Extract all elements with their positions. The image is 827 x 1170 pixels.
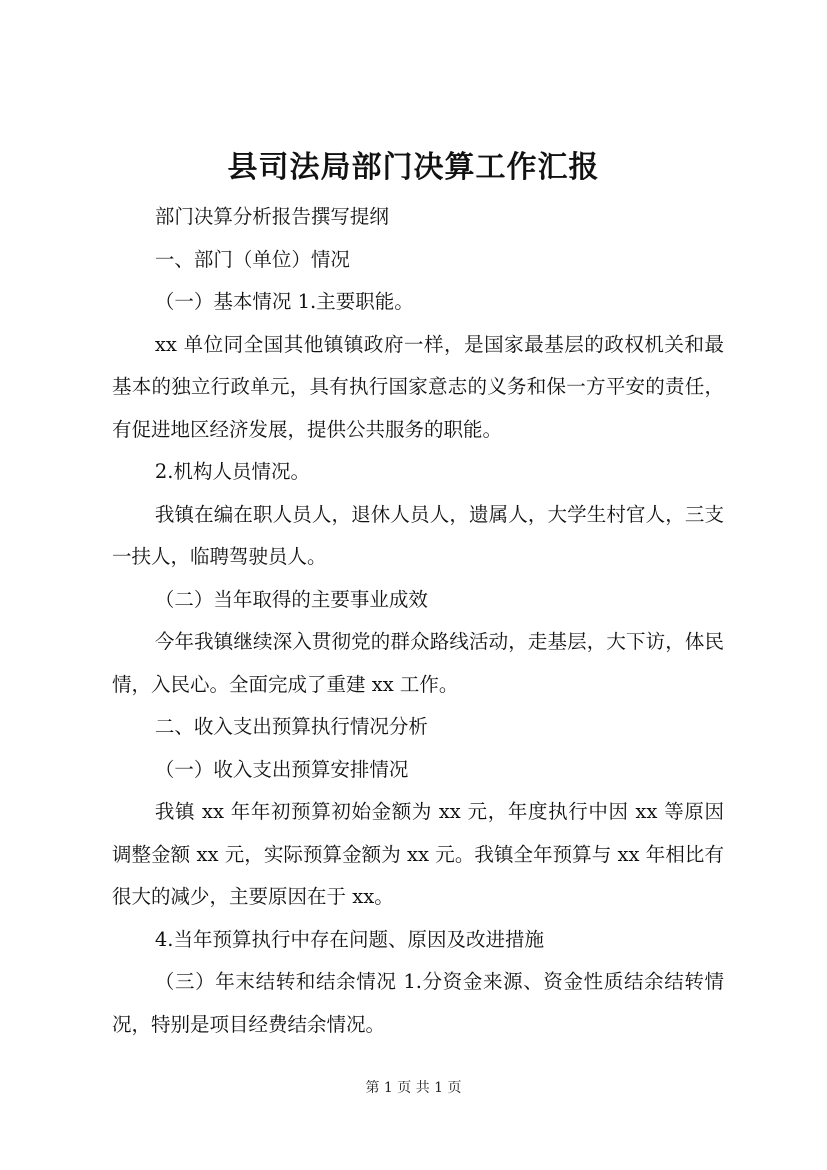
paragraph-outline-title: 部门决算分析报告撰写提纲 [154,205,389,228]
paragraph-basic-situation: （一）基本情况 1.主要职能。 [154,290,414,313]
paragraph-staff-heading: 2.机构人员情况。 [154,460,310,483]
document-body [112,196,724,1046]
paragraph-budget-arrangement: （一）收入支出预算安排情况 [154,757,409,781]
paragraph-section-1: 一、部门（单位）情况 [154,247,350,271]
page-footer: 第 1 页 共 1 页 [365,1080,462,1096]
paragraph-achievements-detail: 今年我镇继续深入贯彻党的群众路线活动，走基层，大下访，体民情，入民心。全面完成了重建 xx 工作。 [112,630,724,696]
paragraph-achievements-heading: （二）当年取得的主要事业成效 [154,587,428,611]
document-title: 县司法局部门决算工作汇报 [227,150,600,185]
paragraph-section-2: 二、收入支出预算执行情况分析 [154,715,428,738]
paragraph-problems: 4.当年预算执行中存在问题、原因及改进措施 [154,927,544,951]
paragraph-budget-detail: 我镇 xx 年年初预算初始金额为 xx 元，年度执行中因 xx 等原因调整金额 xx 元，实际预算金额为 xx 元。我镇全年预算与 xx 年相比有很大的减少，主要原因在于 xx。 [112,800,724,908]
paragraph-staff-detail: 我镇在编在职人员人，退休人员人，遗属人，大学生村官人，三支一扶人，临聘驾驶员人。 [112,502,724,568]
paragraph-main-functions: xx 单位同全国其他镇镇政府一样，是国家最基层的政权机关和最基本的独立行政单元，具有执行国家意志的义务和保一方平安的责任，有促进地区经济发展，提供公共服务的职能。 [112,332,724,441]
paragraph-year-end-balance: （三）年末结转和结余情况 1.分资金来源、资金性质结余结转情况，特别是项目经费结余情况。 [112,970,724,1036]
